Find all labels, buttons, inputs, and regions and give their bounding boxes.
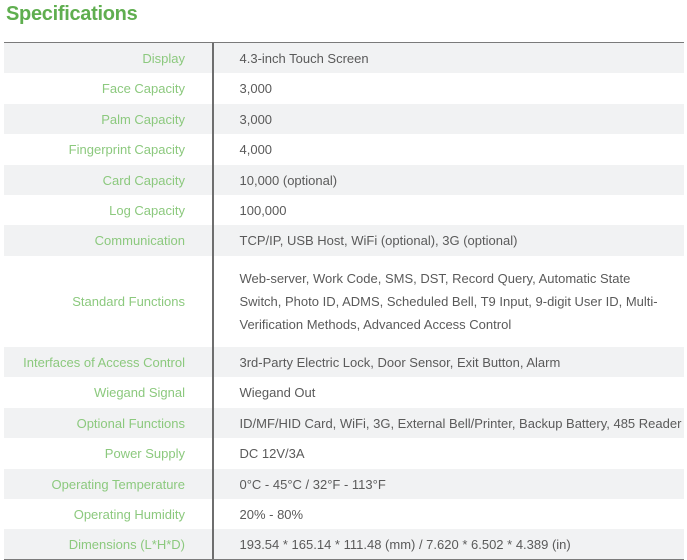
spec-value: 4,000: [239, 142, 273, 157]
spec-value: 100,000: [239, 202, 287, 218]
spec-value: Wiegand Out: [239, 385, 316, 400]
table-row: [4, 195, 684, 225]
table-row: [4, 165, 684, 195]
table-row: [4, 499, 684, 529]
spec-label: Log Capacity: [109, 202, 185, 218]
spec-label: Palm Capacity: [101, 111, 185, 127]
table-row: [4, 408, 684, 438]
specifications-table: [4, 42, 684, 560]
spec-label: Operating Humidity: [73, 506, 185, 522]
table-row: [4, 43, 684, 73]
spec-value: TCP/IP, USB Host, WiFi (optional), 3G (optional): [239, 233, 518, 248]
spec-value: 0°C - 45°C / 32°F - 113°F: [239, 476, 386, 492]
spec-value: 20% - 80%: [239, 506, 304, 522]
spec-value: 10,000 (optional): [239, 172, 338, 188]
spec-label: Optional Functions: [76, 415, 185, 431]
spec-value: 4.3-inch Touch Screen: [239, 50, 369, 66]
spec-value: 3rd-Party Electric Lock, Door Sensor, Exit Button, Alarm: [239, 354, 561, 370]
table-row: [4, 256, 684, 347]
spec-value: DC 12V/3A: [239, 446, 305, 461]
table-row: [4, 529, 684, 559]
spec-value: 3,000: [239, 111, 273, 127]
table-row: [4, 104, 684, 134]
spec-value: ID/MF/HID Card, WiFi, 3G, External Bell/Printer, Backup Battery, 485 Reader: [239, 415, 682, 431]
spec-label: Standard Functions: [72, 294, 185, 309]
spec-label: Power Supply: [104, 446, 185, 461]
spec-value: 3,000: [239, 81, 273, 96]
spec-label: Dimensions (L*H*D): [68, 536, 185, 552]
spec-label: Interfaces of Access Control: [23, 354, 185, 370]
spec-label: Wiegand Signal: [93, 385, 185, 400]
spec-label: Communication: [94, 233, 185, 248]
table-row: [4, 438, 684, 469]
table-row: [4, 134, 684, 165]
spec-label: Operating Temperature: [51, 476, 185, 492]
table-row: [4, 73, 684, 104]
spec-label: Fingerprint Capacity: [68, 142, 185, 157]
spec-label: Face Capacity: [101, 81, 185, 96]
spec-label: Display: [142, 50, 185, 66]
spec-label: Card Capacity: [102, 172, 185, 188]
table-row: [4, 377, 684, 408]
table-row: [4, 469, 684, 499]
spec-value: Web-server, Work Code, SMS, DST, Record Query, Automatic State Switch, Photo ID, ADMS, Scheduled Bell, T9 Input, 9-digit User ID, Multi-Verification Methods, Advanced Access Control: [239, 271, 658, 332]
table-row: [4, 225, 684, 256]
spec-value: 193.54 * 165.14 * 111.48 (mm) / 7.620 * 6.502 * 4.389 (in): [239, 536, 571, 552]
table-row: [4, 347, 684, 377]
page-title: Specifications: [6, 3, 138, 25]
